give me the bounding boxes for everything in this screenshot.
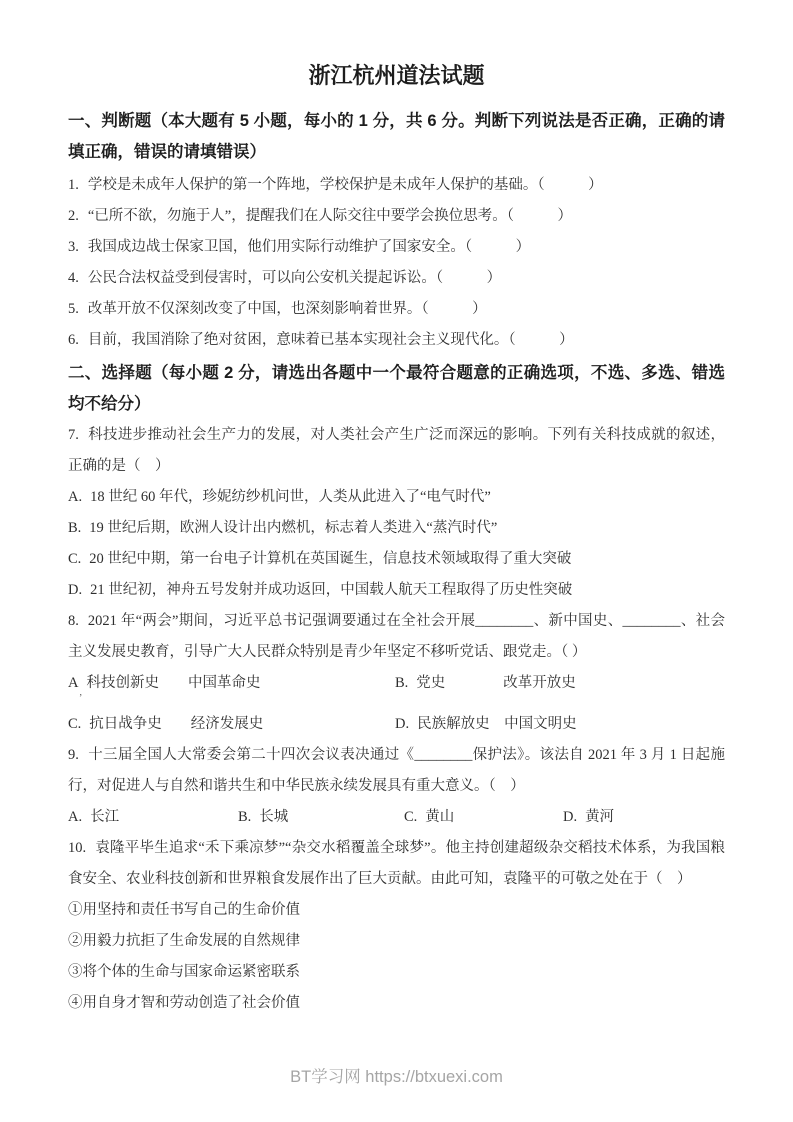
- option-text: 21 世纪初，神舟五号发射并成功返回，中国载人航天工程取得了历史性突破: [90, 582, 573, 598]
- option-label: C.: [404, 809, 418, 825]
- question-text: “已所不欲，勿施于人”，提醒我们在人际交往中要学会换位思考。（ ）: [87, 208, 572, 224]
- section-judgement-heading: 一、判断题（本大题有 5 小题，每小的 1 分，共 6 分。判断下列说法是否正确，正确的请填正确，错误的请填错误）: [68, 112, 725, 161]
- option-text: 19 世纪后期，欧洲人设计出内燃机，标志着人类进入“蒸汽时代”: [89, 520, 498, 536]
- option-label: A.: [68, 809, 83, 825]
- option-text: 科技创新史 中国革命史: [86, 675, 261, 691]
- option-label: A: [68, 675, 79, 691]
- statement-item: ②用毅力抗拒了生命发展的自然规律: [68, 933, 300, 949]
- option: [68, 668, 395, 699]
- option: [68, 513, 725, 544]
- question-text: 我国成边战士保家卫国，他们用实际行动维护了国家安全。（ ）: [87, 239, 531, 255]
- option: [395, 668, 576, 699]
- option: [68, 544, 725, 575]
- question-text: 学校是未成年人保护的第一个阵地，学校保护是未成年人保护的基础。（ ）: [87, 177, 603, 193]
- option-text: 黄山: [425, 809, 455, 825]
- question: [68, 325, 725, 356]
- option: [395, 709, 577, 740]
- option-row: [68, 802, 725, 833]
- question-text: 改革开放不仅深刻改变了中国，也深刻影响着世界。（ ）: [87, 301, 487, 317]
- watermark-footer: BT学习网 https://btxuexi.com: [290, 1068, 503, 1086]
- option-label: D.: [395, 716, 410, 732]
- option-label: B.: [68, 520, 82, 536]
- question: [68, 420, 725, 482]
- question-text: 目前，我国消除了绝对贫困，意味着已基本实现社会主义现代化。（ ）: [87, 332, 574, 348]
- question: [68, 263, 725, 294]
- question-number: 5.: [68, 301, 79, 317]
- question-number: 10.: [68, 840, 87, 856]
- option-text: 18 世纪 60 年代，珍妮纺纱机问世，人类从此进入了“电气时代”: [90, 489, 491, 505]
- judgement-questions: [68, 170, 725, 356]
- option-text: 黄河: [585, 809, 615, 825]
- option-text: 民族解放史 中国文明史: [417, 716, 577, 732]
- option-grid: [68, 668, 725, 740]
- statement-item: ①用坚持和责任书写自己的生命价值: [68, 902, 300, 918]
- section-choice-heading: 二、选择题（每小题 2 分，请选出各题中一个最符合题意的正确选项，不选、多选、错选均不给分）: [68, 364, 725, 413]
- question-number: 6.: [68, 332, 79, 348]
- option-label: A.: [68, 489, 83, 505]
- option: [68, 482, 725, 513]
- question-text: 科技进步推动社会生产力的发展，对人类社会产生广泛而深远的影响。下列有关科技成就的叙述，正确的是（ ）: [68, 427, 725, 474]
- option-label: C.: [68, 716, 82, 732]
- option-text: 抗日战争史 经济发展史: [89, 716, 264, 732]
- question-text: 袁隆平毕生追求“禾下乘凉梦”“杂交水稻覆盖全球梦”。他主持创建超级杂交稻技术体系，为我国粮食安全、农业科技创新和世界粮食发展作出了巨大贡献。由此可知，袁隆平的可敬之处在于（ ）: [68, 840, 725, 887]
- option-text: 长城: [259, 809, 289, 825]
- option: [68, 802, 238, 833]
- question: [68, 170, 725, 201]
- question-text: 公民合法权益受到侵害时，可以向公安机关提起诉讼。（ ）: [87, 270, 502, 286]
- question: [68, 232, 725, 263]
- option: [68, 575, 725, 606]
- scan-artifact: ’: [79, 693, 83, 704]
- option-label: D.: [563, 809, 578, 825]
- section-judgement: [68, 106, 725, 356]
- question: [68, 833, 725, 895]
- section-multiple-choice: [68, 358, 725, 1019]
- option-row: [68, 668, 725, 699]
- option: [68, 709, 395, 740]
- question: [68, 606, 725, 668]
- option: [404, 802, 563, 833]
- option-text: 20 世纪中期，第一台电子计算机在英国诞生，信息技术领域取得了重大突破: [89, 551, 572, 567]
- question-number: 9.: [68, 747, 79, 763]
- option-text: 长江: [90, 809, 120, 825]
- question: [68, 201, 725, 232]
- statement-item: ④用自身才智和劳动创造了社会价值: [68, 995, 300, 1011]
- question-number: 2.: [68, 208, 79, 224]
- question: [68, 740, 725, 802]
- option-label: B.: [238, 809, 252, 825]
- option-row: [68, 709, 725, 740]
- question-number: 3.: [68, 239, 79, 255]
- question-text: 2021 年“两会”期间，习近平总书记强调要通过在全社会开展________、新中国史、________、社会主义发展史教育，引导广大人民群众特别是青少年坚定不移听党话、跟党走。（ ）: [68, 613, 725, 660]
- choice-questions: [68, 420, 725, 1019]
- option-label: C.: [68, 551, 82, 567]
- question-number: 7.: [68, 427, 79, 443]
- question: [68, 294, 725, 325]
- page-title: 浙江杭州道法试题: [308, 63, 485, 88]
- question-text: 十三届全国人大常委会第二十四次会议表决通过《________保护法》。该法自 2021 年 3 月 1 日起施行，对促进人与自然和谐共生和中华民族永续发展具有重大意义。（ ）: [68, 747, 725, 794]
- option-text: 党史 改革开放史: [416, 675, 576, 691]
- question-number: 4.: [68, 270, 79, 286]
- option-label: B.: [395, 675, 409, 691]
- question-number: 1.: [68, 177, 79, 193]
- option: [563, 802, 614, 833]
- option-label: D.: [68, 582, 83, 598]
- statement-item: ③将个体的生命与国家命运紧密联系: [68, 964, 300, 980]
- option: [238, 802, 404, 833]
- question-number: 8.: [68, 613, 79, 629]
